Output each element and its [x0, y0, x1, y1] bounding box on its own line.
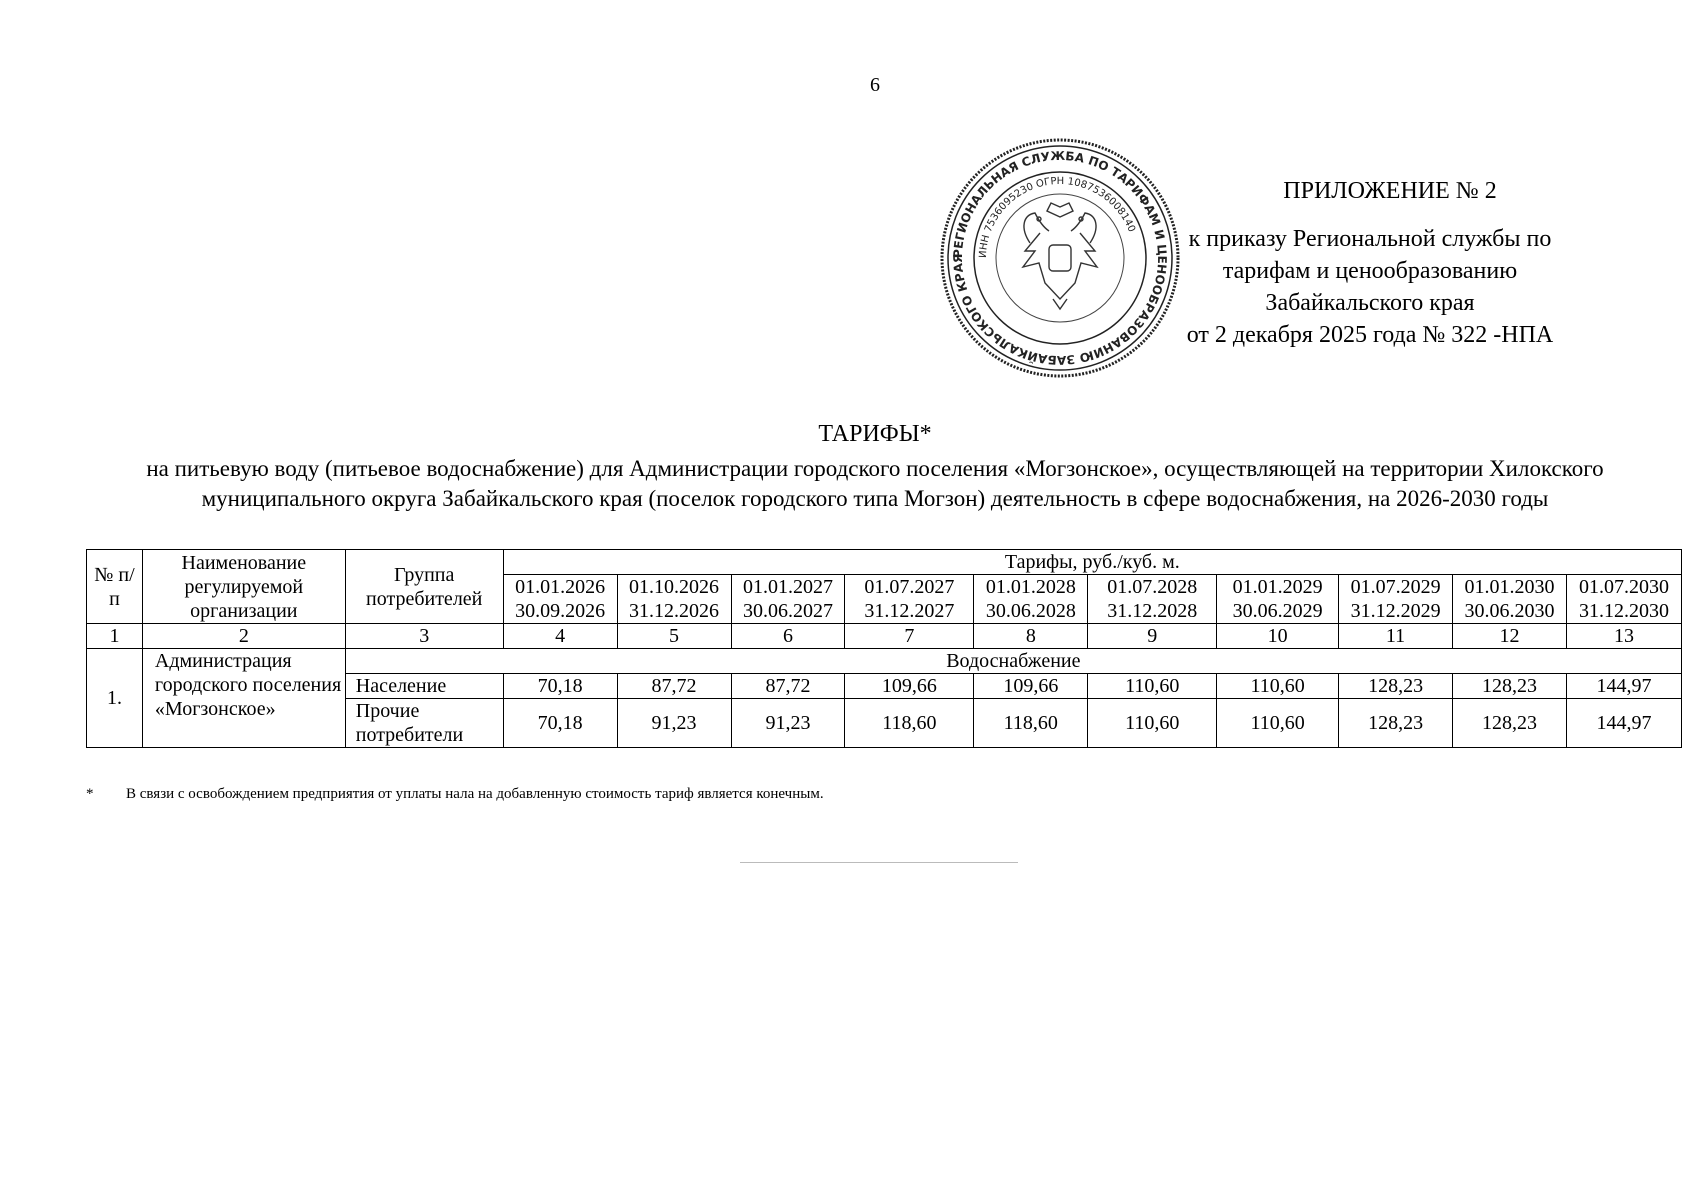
tariffs-table: [86, 549, 1682, 748]
tariff-value: 91,23: [731, 699, 845, 748]
tariff-value: 118,60: [974, 699, 1088, 748]
appendix-line-1: к приказу Региональной службы по: [1188, 226, 1552, 252]
double-headed-eagle-emblem: [1023, 203, 1097, 309]
period-header: 01.07.2028 31.12.2028: [1088, 575, 1217, 624]
svg-text:ИНН 7536095230 ОГРН 1087536008: [978, 176, 1137, 258]
tariff-value: 128,23: [1453, 699, 1567, 748]
column-number: 8: [974, 624, 1088, 649]
header-group: Группа потребителей: [345, 550, 503, 624]
column-number: 4: [503, 624, 617, 649]
tariff-value: 128,23: [1453, 674, 1567, 699]
appendix-line-3: Забайкальского края: [1265, 290, 1475, 316]
tariff-value: 110,60: [1217, 699, 1339, 748]
tariff-value: 70,18: [503, 699, 617, 748]
column-number: 5: [617, 624, 731, 649]
document-subtitle: на питьевую воду (питьевое водоснабжение) для Администрации городского поселения «Могзонское», осуществляющей на территории Хилокского муниципального округа Забайкальского края (поселок городского типа Могзон) деятельность в сфере водоснабжения, на 2026-2030 годы: [146, 456, 1604, 511]
period-header: 01.01.2028 30.06.2028: [974, 575, 1088, 624]
tariff-value: 87,72: [617, 674, 731, 699]
seal-outer-ring: [942, 140, 1178, 376]
tariff-value: 118,60: [845, 699, 974, 748]
period-header: 01.01.2029 30.06.2029: [1217, 575, 1339, 624]
column-number: 10: [1217, 624, 1339, 649]
separator-line: [740, 862, 1018, 863]
period-header: 01.10.2026 31.12.2026: [617, 575, 731, 624]
footnote-text: В связи с освобождением предприятия от уплаты нала на добавленную стоимость тариф является конечным.: [126, 786, 824, 802]
consumer-group: Население: [345, 674, 503, 699]
period-header: 01.07.2027 31.12.2027: [845, 575, 974, 624]
tariff-value: 128,23: [1339, 699, 1453, 748]
column-number: 13: [1566, 624, 1681, 649]
appendix-line-2: тарифам и ценообразованию: [1222, 258, 1518, 284]
column-number: 7: [845, 624, 974, 649]
section-row: [87, 649, 1682, 674]
page-number: 6: [870, 74, 880, 96]
tariff-value: 144,97: [1566, 699, 1681, 748]
tariff-value: 110,60: [1088, 699, 1217, 748]
appendix-block: [1150, 175, 1590, 351]
tariff-value: 144,97: [1566, 674, 1681, 699]
tariff-value: 110,60: [1088, 674, 1217, 699]
period-header: 01.01.2026 30.09.2026: [503, 575, 617, 624]
tariff-value: 87,72: [731, 674, 845, 699]
tariff-value: 70,18: [503, 674, 617, 699]
consumer-group: Прочие потребители: [345, 699, 503, 748]
section-label: Водоснабжение: [345, 649, 1681, 674]
column-number: 3: [345, 624, 503, 649]
column-number: 6: [731, 624, 845, 649]
tariff-value: 109,66: [974, 674, 1088, 699]
period-header: 01.01.2030 30.06.2030: [1453, 575, 1567, 624]
column-number: 9: [1088, 624, 1217, 649]
organization-name: Администрация городского поселения «Могзонское»: [142, 649, 345, 748]
tariff-value: 110,60: [1217, 674, 1339, 699]
column-number: 2: [142, 624, 345, 649]
tariff-value: 91,23: [617, 699, 731, 748]
tariff-value: 128,23: [1339, 674, 1453, 699]
row-number: 1.: [87, 649, 143, 748]
seal-outer-text: РЕГИОНАЛЬНАЯ СЛУЖБА ПО ТАРИФАМ И ЦЕНООБРАЗОВАНИЮ ЗАБАЙКАЛЬСКОГО КРАЯ: [950, 148, 1170, 368]
column-number: 11: [1339, 624, 1453, 649]
tariff-value: 109,66: [845, 674, 974, 699]
footnote: [86, 786, 824, 803]
appendix-title: ПРИЛОЖЕНИЕ № 2: [1283, 178, 1497, 204]
period-header: 01.07.2029 31.12.2029: [1339, 575, 1453, 624]
column-number: 1: [87, 624, 143, 649]
appendix-line-4: от 2 декабря 2025 года № 322 -НПА: [1186, 322, 1554, 348]
official-seal: [935, 133, 1185, 383]
column-number-row: [87, 624, 1682, 649]
footnote-marker: *: [86, 786, 94, 802]
document-title: ТАРИФЫ*: [818, 421, 932, 447]
header-org: Наименование регулируемой организации: [142, 550, 345, 624]
header-num: № п/п: [87, 550, 143, 624]
header-tariffs: Тарифы, руб./куб. м.: [503, 550, 1681, 575]
seal-inner-text: ИНН 7536095230 ОГРН 1087536008140: [977, 175, 1137, 259]
period-header: 01.07.2030 31.12.2030: [1566, 575, 1681, 624]
header-row: [87, 550, 1682, 575]
column-number: 12: [1453, 624, 1567, 649]
period-header: 01.01.2027 30.06.2027: [731, 575, 845, 624]
